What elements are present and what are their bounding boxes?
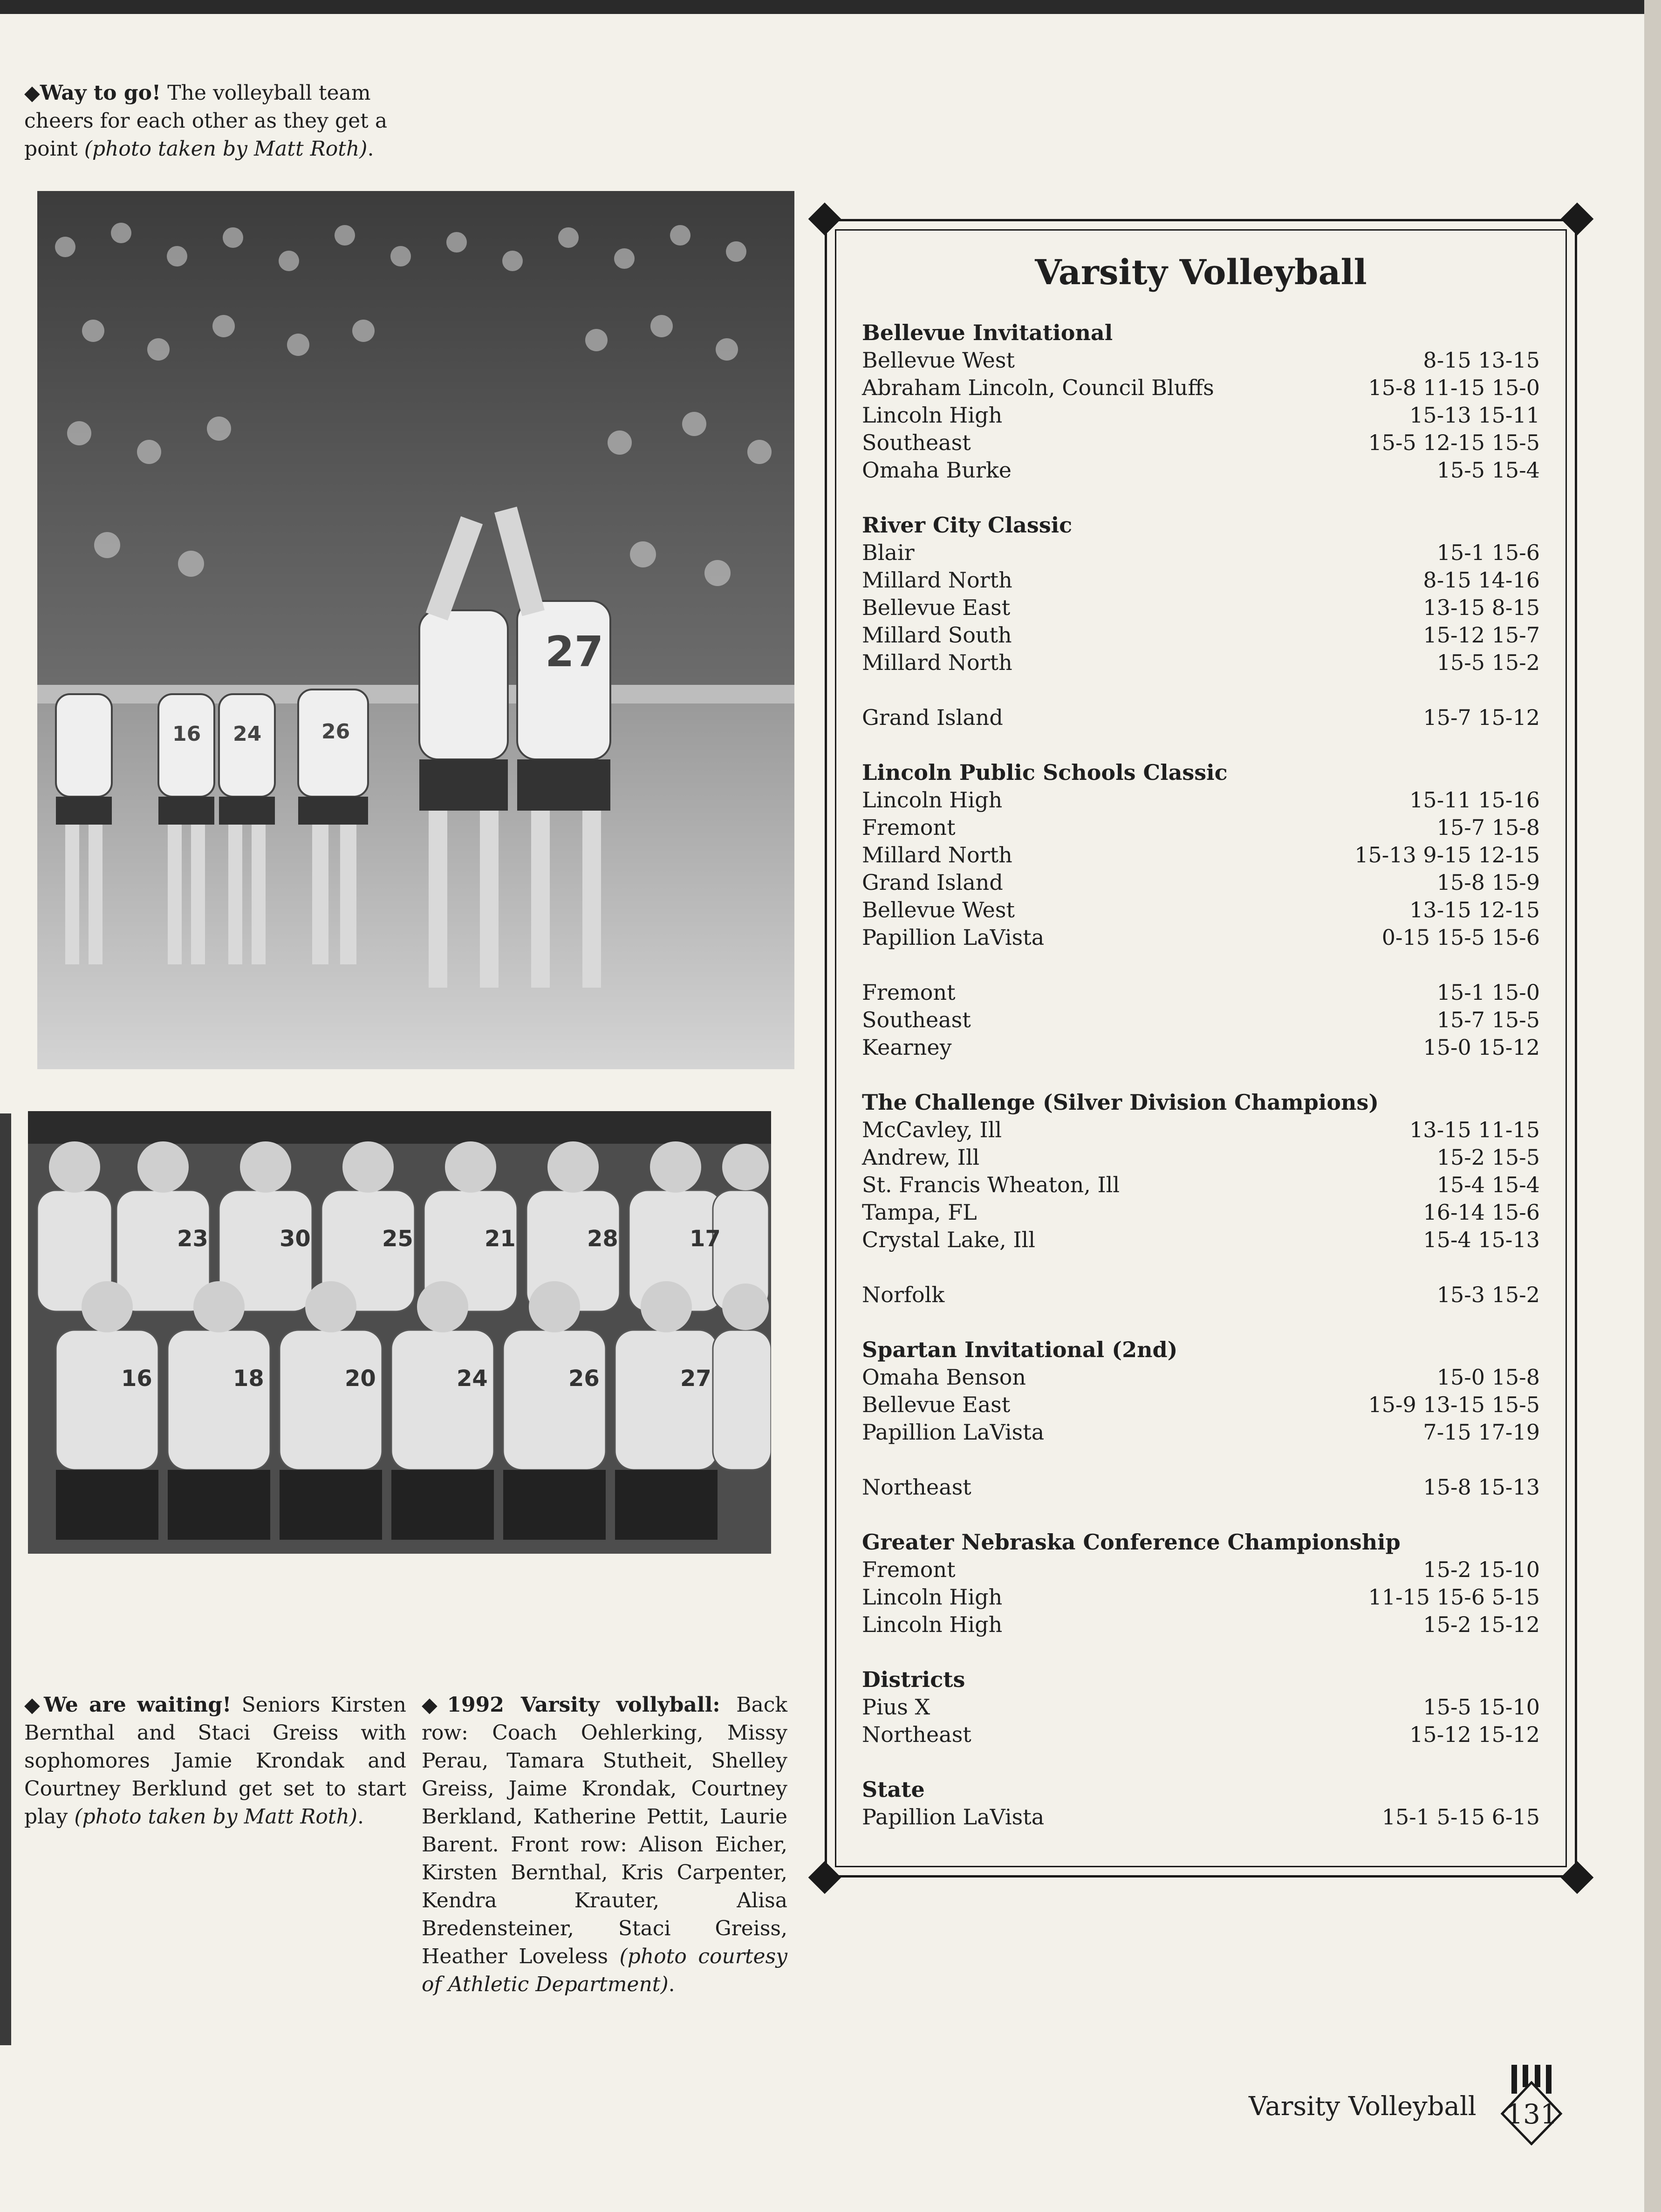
match-score: 15-5 12-15 15-5 xyxy=(1368,430,1540,455)
tournament-title: Lincoln Public Schools Classic xyxy=(862,760,1228,785)
team-jersey-number: 18 xyxy=(233,1365,264,1392)
results-section xyxy=(862,704,1540,731)
action-jersey-number: 27 xyxy=(545,628,604,676)
page-left-strip xyxy=(0,1113,11,2045)
match-score: 8-15 14-16 xyxy=(1423,567,1540,593)
match-score: 15-9 13-15 15-5 xyxy=(1368,1392,1540,1417)
match-score: 15-3 15-2 xyxy=(1436,1282,1540,1307)
match-row xyxy=(862,814,1540,841)
opponent-name: Abraham Lincoln, Council Bluffs xyxy=(862,375,1214,400)
match-score: 15-5 15-4 xyxy=(1436,457,1540,483)
match-row xyxy=(862,841,1540,869)
match-score: 11-15 15-6 5-15 xyxy=(1368,1584,1540,1610)
match-row xyxy=(862,786,1540,814)
opponent-name: Omaha Benson xyxy=(862,1365,1026,1390)
match-score: 0-15 15-5 15-6 xyxy=(1381,925,1540,950)
opponent-name: Andrew, Ill xyxy=(862,1145,980,1170)
match-score: 15-4 15-4 xyxy=(1436,1172,1540,1197)
caption-credit: (photo taken by Matt Roth) xyxy=(84,137,368,161)
match-score: 13-15 12-15 xyxy=(1409,897,1540,922)
caption-body: Seniors Kirsten Bernthal and Staci Greiss with sophomores Jamie Krondak and Courtney Berklund get set to start play xyxy=(24,1693,406,1829)
match-row xyxy=(862,374,1540,402)
match-row xyxy=(862,621,1540,649)
opponent-name: Grand Island xyxy=(862,705,1003,730)
results-section xyxy=(862,759,1540,951)
page-top-edge xyxy=(0,0,1661,14)
caption-lead: ◆We are waiting! xyxy=(24,1693,232,1717)
results-section xyxy=(862,319,1540,484)
opponent-name: Omaha Burke xyxy=(862,457,1012,483)
caption-body: Back row: Coach Oehlerking, Missy Perau, Tamara Stutheit, Shelley Greiss, Jaime Krondak, Courtney Berkland, Katherine Pettit, Laurie Barent. Front row: Alison Eicher, Kirsten Bernthal, Kris Carpenter, Kendra Krauter, Alisa Bredensteiner, Staci Greiss, Heather Loveless xyxy=(422,1693,787,1968)
team-jersey-number: 27 xyxy=(680,1365,711,1392)
match-score: 15-2 15-5 xyxy=(1436,1145,1540,1170)
match-score: 15-12 15-7 xyxy=(1423,622,1540,648)
photo-team-portrait xyxy=(28,1111,771,1554)
caption-we-are-waiting xyxy=(24,1691,406,1831)
team-jersey-number: 26 xyxy=(568,1365,600,1392)
results-section xyxy=(862,1474,1540,1501)
opponent-name: Papillion LaVista xyxy=(862,1804,1045,1830)
results-section xyxy=(862,1336,1540,1446)
opponent-name: Millard North xyxy=(862,842,1012,867)
opponent-name: Pius X xyxy=(862,1694,930,1720)
tournament-title: Districts xyxy=(862,1667,965,1692)
match-row xyxy=(862,594,1540,621)
match-row xyxy=(862,567,1540,594)
tournament-title: Spartan Invitational (2nd) xyxy=(862,1337,1178,1362)
match-row xyxy=(862,1199,1540,1226)
match-row xyxy=(862,1171,1540,1199)
tournament-title: River City Classic xyxy=(862,512,1073,538)
action-jersey-number: 24 xyxy=(233,722,262,746)
results-section xyxy=(862,1089,1540,1254)
caption-lead: ◆Way to go! xyxy=(24,81,161,105)
match-row xyxy=(862,979,1540,1006)
match-score: 15-12 15-12 xyxy=(1409,1722,1540,1747)
opponent-name: Bellevue West xyxy=(862,348,1015,373)
match-row xyxy=(862,402,1540,429)
tournament-title: Bellevue Invitational xyxy=(862,320,1113,345)
match-row xyxy=(862,1364,1540,1391)
match-row xyxy=(862,704,1540,731)
team-jersey-number: 28 xyxy=(587,1226,618,1252)
action-jersey-number: 16 xyxy=(172,722,201,746)
team-jersey-number: 23 xyxy=(177,1226,208,1252)
match-row xyxy=(862,1419,1540,1446)
caption-way-to-go xyxy=(24,79,420,163)
results-title: Varsity Volleyball xyxy=(1035,253,1367,293)
opponent-name: Northeast xyxy=(862,1475,971,1500)
match-row xyxy=(862,649,1540,676)
tournament-title: The Challenge (Silver Division Champions) xyxy=(862,1090,1379,1115)
page-number-badge xyxy=(1491,2064,1572,2145)
opponent-name: Lincoln High xyxy=(862,403,1003,428)
match-row xyxy=(862,429,1540,457)
page-number: 131 xyxy=(1506,2098,1558,2130)
caption-credit: (photo taken by Matt Roth) xyxy=(74,1805,358,1829)
match-row xyxy=(862,1006,1540,1034)
opponent-name: Bellevue East xyxy=(862,595,1011,620)
match-row xyxy=(862,1584,1540,1611)
opponent-name: Lincoln High xyxy=(862,1584,1003,1610)
match-row xyxy=(862,1116,1540,1144)
match-score: 15-7 15-12 xyxy=(1423,705,1540,730)
match-score: 15-7 15-8 xyxy=(1436,815,1540,840)
team-jersey-number: 16 xyxy=(121,1365,152,1392)
match-row xyxy=(862,1391,1540,1419)
opponent-name: Papillion LaVista xyxy=(862,925,1045,950)
match-score: 15-11 15-16 xyxy=(1409,787,1540,812)
match-score: 15-13 9-15 12-15 xyxy=(1354,842,1540,867)
match-row xyxy=(862,896,1540,924)
match-score: 15-5 15-10 xyxy=(1423,1694,1540,1720)
match-row xyxy=(862,1474,1540,1501)
team-jersey-number: 21 xyxy=(485,1226,516,1252)
match-row xyxy=(862,1803,1540,1831)
match-score: 15-1 5-15 6-15 xyxy=(1381,1804,1540,1830)
caption-team-roster xyxy=(422,1691,787,1999)
opponent-name: Fremont xyxy=(862,1557,956,1582)
opponent-name: Papillion LaVista xyxy=(862,1420,1045,1445)
match-score: 15-1 15-6 xyxy=(1436,540,1540,565)
match-score: 7-15 17-19 xyxy=(1423,1420,1540,1445)
match-row xyxy=(862,539,1540,567)
results-list xyxy=(862,319,1540,1858)
opponent-name: Blair xyxy=(862,540,915,565)
opponent-name: Fremont xyxy=(862,980,956,1005)
opponent-name: Tampa, FL xyxy=(862,1200,977,1225)
page-binding-edge xyxy=(1644,0,1661,2212)
match-row xyxy=(862,1144,1540,1171)
opponent-name: McCavley, Ill xyxy=(862,1117,1002,1142)
match-score: 15-13 15-11 xyxy=(1409,403,1540,428)
opponent-name: Grand Island xyxy=(862,870,1003,895)
match-row xyxy=(862,1693,1540,1721)
results-section xyxy=(862,1666,1540,1748)
team-jersey-number: 25 xyxy=(382,1226,413,1252)
match-score: 15-0 15-8 xyxy=(1436,1365,1540,1390)
match-row xyxy=(862,1556,1540,1584)
match-score: 15-8 15-9 xyxy=(1436,870,1540,895)
team-jersey-number: 17 xyxy=(690,1226,721,1252)
match-score: 8-15 13-15 xyxy=(1423,348,1540,373)
opponent-name: Kearney xyxy=(862,1035,952,1060)
match-row xyxy=(862,869,1540,896)
caption-end: . xyxy=(668,1973,675,1996)
match-score: 15-8 15-13 xyxy=(1423,1475,1540,1500)
match-row xyxy=(862,1281,1540,1309)
opponent-name: Crystal Lake, Ill xyxy=(862,1227,1035,1252)
opponent-name: St. Francis Wheaton, Ill xyxy=(862,1172,1120,1197)
results-section xyxy=(862,1529,1540,1639)
match-score: 15-5 15-2 xyxy=(1436,650,1540,675)
match-score: 15-8 11-15 15-0 xyxy=(1368,375,1540,400)
match-row xyxy=(862,1034,1540,1061)
match-score: 15-4 15-13 xyxy=(1423,1227,1540,1252)
match-score: 15-0 15-12 xyxy=(1423,1035,1540,1060)
opponent-name: Southeast xyxy=(862,1007,971,1032)
results-section xyxy=(862,512,1540,676)
match-score: 15-1 15-0 xyxy=(1436,980,1540,1005)
opponent-name: Northeast xyxy=(862,1722,971,1747)
opponent-name: Lincoln High xyxy=(862,787,1003,812)
tournament-title: Greater Nebraska Conference Championship xyxy=(862,1529,1401,1555)
results-box xyxy=(825,219,1577,1877)
match-score: 13-15 8-15 xyxy=(1423,595,1540,620)
caption-credit: (photo courtesy of Athletic Department) xyxy=(422,1945,788,1996)
opponent-name: Millard South xyxy=(862,622,1012,648)
results-section xyxy=(862,979,1540,1061)
opponent-name: Norfolk xyxy=(862,1282,945,1307)
team-jersey-number: 30 xyxy=(280,1226,311,1252)
caption-body: The volleyball team cheers for each other as they get a point xyxy=(24,81,388,161)
match-row xyxy=(862,924,1540,951)
match-row xyxy=(862,457,1540,484)
opponent-name: Southeast xyxy=(862,430,971,455)
match-score: 16-14 15-6 xyxy=(1423,1200,1540,1225)
opponent-name: Millard North xyxy=(862,567,1012,593)
caption-end: . xyxy=(357,1805,364,1829)
team-jersey-number: 20 xyxy=(345,1365,376,1392)
match-score: 13-15 11-15 xyxy=(1409,1117,1540,1142)
match-score: 15-2 15-10 xyxy=(1423,1557,1540,1582)
results-section xyxy=(862,1776,1540,1831)
team-jersey-number: 24 xyxy=(457,1365,488,1392)
match-row xyxy=(862,347,1540,374)
opponent-name: Lincoln High xyxy=(862,1612,1003,1637)
match-row xyxy=(862,1611,1540,1639)
footer-section-label: Varsity Volleyball xyxy=(1249,2091,1476,2122)
match-row xyxy=(862,1721,1540,1748)
photo-team-cheering xyxy=(37,191,794,1069)
match-score: 15-7 15-5 xyxy=(1436,1007,1540,1032)
opponent-name: Fremont xyxy=(862,815,956,840)
action-jersey-number: 26 xyxy=(321,720,350,744)
caption-lead: ◆1992 Varsity vollyball: xyxy=(422,1693,720,1717)
match-score: 15-2 15-12 xyxy=(1423,1612,1540,1637)
results-section xyxy=(862,1281,1540,1309)
opponent-name: Bellevue West xyxy=(862,897,1015,922)
match-row xyxy=(862,1226,1540,1254)
opponent-name: Millard North xyxy=(862,650,1012,675)
caption-end: . xyxy=(367,137,374,161)
opponent-name: Bellevue East xyxy=(862,1392,1011,1417)
tournament-title: State xyxy=(862,1777,925,1802)
